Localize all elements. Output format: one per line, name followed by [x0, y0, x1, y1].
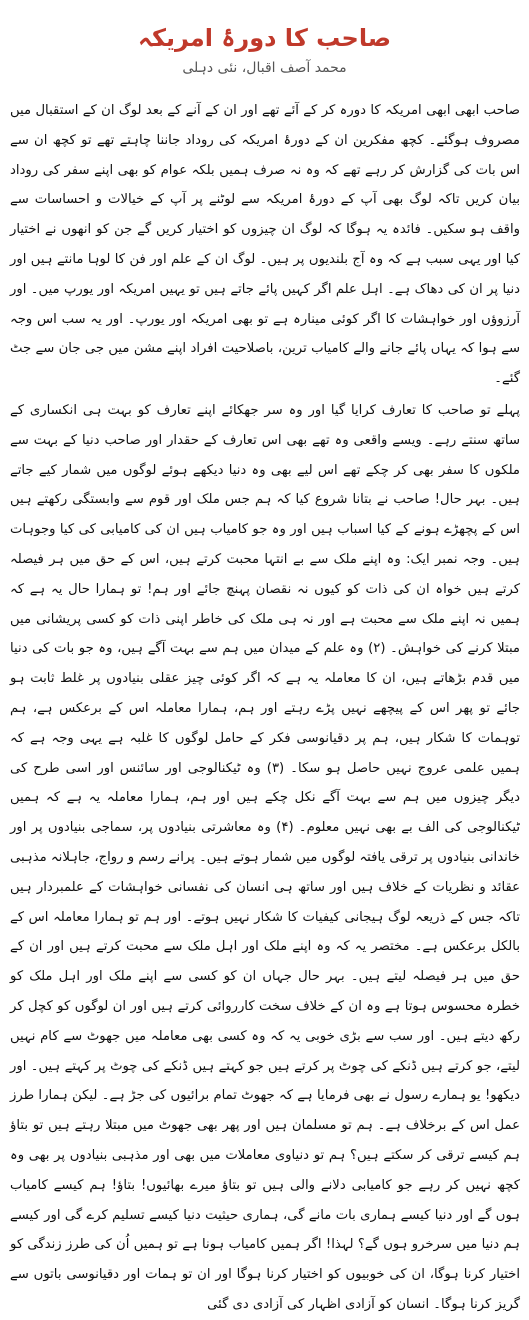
- article-title: صاحب کا دورۂ امریکہ: [137, 24, 392, 53]
- article-paragraph-1: صاحب ابھی ابھی امریکہ کا دورہ کر کے آئے تھے اور ان کے آنے کے بعد لوگ ان کے استقبال میں مصروف ہوگئے۔ کچھ مفکرین ان کے دورۂ امریکہ کی روداد جاننا چاہتے تھے تو کچھ ان سے اس بات کی گزارش کر رہے تھے کہ وہ نہ صرف ہمیں بلکہ عوام کو بھی اپنے سفر کی روداد بیان کریں تاکہ لوگ بھی آپ کے دورۂ امریکہ سے لوٹنے پر آپ کے خیالات و احساسات سے واقف ہو سکیں۔ فائدہ یہ ہوگا کہ لوگ ان چیزوں کو اختیار کریں گے جن کو انھوں نے اختیار کیا اور یہی سبب ہے کہ وہ آج بلندیوں پر ہیں۔ لوگ ان کے علم اور فن کا لوہا مانتے ہیں اور دنیا پر ان کی دھاک ہے۔ اہل علم اگر کہیں پائے جاتے ہیں تو یہیں امریکہ اور یورپ میں۔ اور آرزوؤں اور خواہشات کا اگر کوئی مینارہ ہے تو بھی امریکہ اور یورپ۔ اور یہ سب اس وجہ سے ہوا کہ یہاں پائے جانے والے کامیاب ترین، باصلاحیت افراد اپنے مشن میں جی جان سے جٹ گئے۔: [10, 103, 520, 387]
- author-byline: محمد آصف اقبال، نئی دہلی: [182, 60, 347, 76]
- article-paragraph-2: پہلے تو صاحب کا تعارف کرایا گیا اور وہ سر جھکائے اپنے تعارف کو بہت ہی انکساری کے ساتھ سنتے رہے۔ ویسے واقعی وہ تھے بھی اس تعارف کے حقدار اور صاحب دنیا کے بہت سے ملکوں کا سفر بھی کر چکے تھے اس لیے بھی وہ دنیا دیکھے ہوئے لوگوں میں شمار کیے جاتے ہیں۔ بہر حال! صاحب نے بتانا شروع کیا کہ ہم جس ملک اور قوم سے وابستگی رکھتے ہیں اس کے پچھڑے ہونے کے کیا اسباب ہیں اور وہ جو کامیاب ہیں ان کی کامیابی کی کیا وجوہات ہیں۔ وجہ نمبر ایک: وہ اپنے ملک سے بے انتہا محبت کرتے ہیں، اس کے حق میں ہر فیصلہ کرتے ہیں خواہ ان کی ذات کو کیوں نہ نقصان پہنچ جائے اور ہم! تو ہمارا حال یہ ہے کہ ہمیں نہ اپنے ملک سے محبت ہے اور نہ ہی ملک کی خاطر اپنی ذات کو کسی پریشانی میں مبتلا کرنے کی خواہش۔ (۲) وہ علم کے میدان میں ہم سے بہت آگے ہیں، وہ جو بات کی دنیا میں قدم بڑھاتے ہیں، ان کا معاملہ یہ ہے کہ اگر کوئی چیز عقلی بنیادوں پر غلط ثابت ہو جائے تو پھر اس کے پیچھے نہیں پڑے رہتے اور ہم، ہمارا معاملہ اس کے برعکس ہے، ہم توہمات کا شکار ہیں، ہم پر دقیانوسی فکر کے حامل لوگوں کا غلبہ ہے یہی وجہ ہے کہ ہمیں علمی عروج نہیں حاصل ہو سکا۔ (۳) وہ ٹیکنالوجی اور سائنس اور اسی طرح کی دیگر چیزوں میں ہم سے بہت آگے نکل چکے ہیں اور ہم، ہمارا معاملہ یہ ہے کہ ہمیں ٹیکنالوجی کی الف بے بھی نہیں معلوم۔ (۴) وہ معاشرتی بنیادوں پر، سماجی بنیادوں پر اور خاندانی بنیادوں پر ترقی یافتہ لوگوں میں شمار ہوتے ہیں۔ پرانے رسم و رواج، جاہلانہ مذہبی عقائد و نظریات کے خلاف ہیں اور ساتھ ہی انسان کی نفسانی خواہشات کے علمبردار ہیں تاکہ جس کے ذریعہ لوگ ہیجانی کیفیات کا شکار نہیں ہوتے۔ اور ہم تو ہمارا معاملہ اس کے بالکل برعکس ہے۔ مختصر یہ کہ وہ اپنے ملک اور اہل ملک سے محبت کرتے ہیں اور ان کے حق میں ہر فیصلہ لیتے ہیں۔ بہر حال جہاں ان کو کسی سے اپنے ملک اور اہل ملک کو خطرہ محسوس ہوتا ہے وہ ان کے خلاف سخت کارروائی کرتے ہیں اور ان لوگوں کو کچل کر رکھ دیتے ہیں۔ اور سب سے بڑی خوبی یہ کہ وہ کسی بھی معاملہ میں جھوٹ سے کام نہیں لیتے، جو کرتے ہیں ڈنکے کی چوٹ پر کرتے ہیں جو کہتے ہیں ڈنکے کی چوٹ پر کہتے ہیں۔ اور دیکھو! یو ہمارے رسول نے بھی فرمایا ہے کہ جھوٹ تمام برائیوں کی جڑ ہے۔ لیکن ہمارا طرز عمل اس کے برخلاف ہے۔ ہم تو مسلمان ہیں اور پھر بھی جھوٹ میں مبتلا رہتے ہیں تو بتاؤ ہم کیسے ترقی کر سکتے ہیں؟ ہم تو دنیاوی معاملات میں بھی اور مذہبی بنیادوں پر بھی وہ کچھ نہیں کر رہے جو کامیابی دلانے والی ہیں تو بتاؤ میرے بھائیوں! بتاؤ! ہم کیسے کامیاب ہوں گے اور دنیا کیسے ہماری بات مانے گی، ہماری حیثیت دنیا کیسے تسلیم کرے گی اور کیسے ہم دنیا میں سرخرو ہوں گے؟ لہذا! اگر ہمیں کامیاب ہونا ہے تو ہمیں اُن کی طرز زندگی کو اختیار کرنا ہوگا، ان کی خوبیوں کو اختیار کرنا ہوگا اور ان تو ہمات اور دقیانوسی باتوں سے گریز کرنا ہوگا۔ انسان کو آزادی اظہار کی آزادی دی گئی: [10, 403, 521, 1312]
